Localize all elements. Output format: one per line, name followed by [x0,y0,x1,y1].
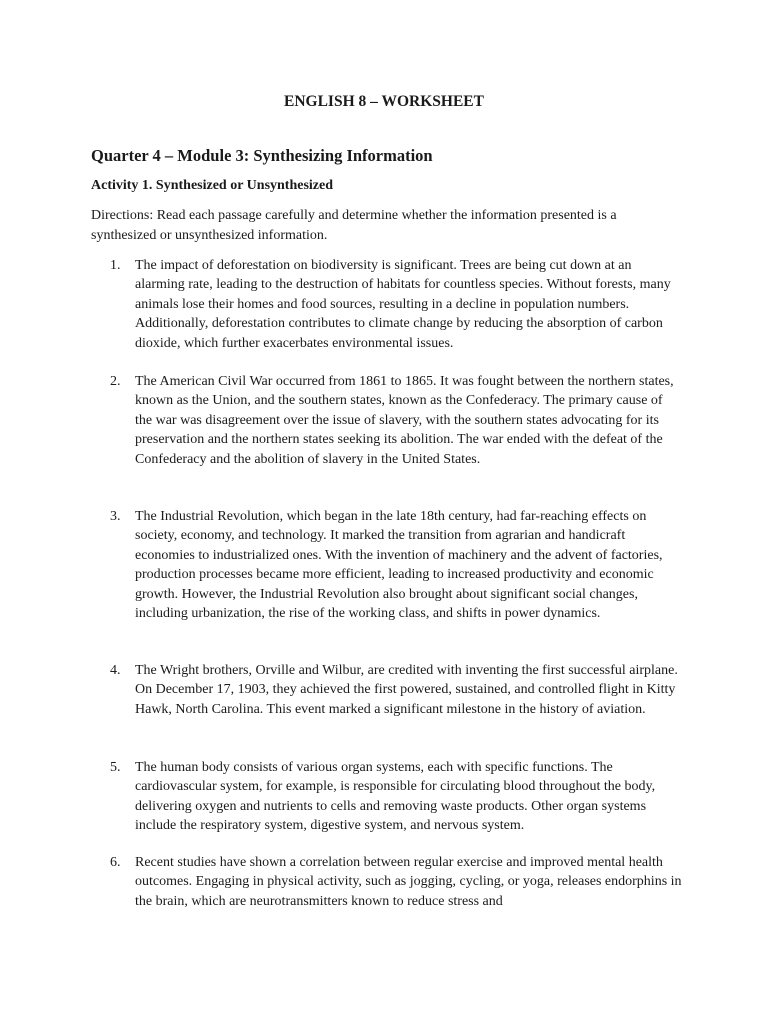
passage-text: The impact of deforestation on biodiversity is significant. Trees are being cut down at an alarming rate, leading to the destruction of habitats for countless species. Without forests, many animals lose their homes and food sources, resulting in a decline in population numbers. Additionally, deforestation contributes to climate change by reducing the absorption of carbon dioxide, which further exacerbates environmental issues. [135,258,671,351]
document-title: ENGLISH 8 – WORKSHEET [284,93,484,110]
passage-text: The Wright brothers, Orville and Wilbur, are credited with inventing the first successful airplane. On December 17, 1903, they achieved the first powered, sustained, and controlled flight in Kitty Hawk, North Carolina. This event marked a significant milestone in the history of aviation. [135,663,678,717]
directions-text: Directions: Read each passage carefully and determine whether the information presented is a synthesized or unsynthesized information. [91,208,617,243]
passage-text: The American Civil War occurred from 1861 to 1865. It was fought between the northern states, known as the Union, and the southern states, known as the Confederacy. The primary cause of the war was disagreement over the issue of slavery, with the southern states advocating for its preservation and the northern states seeking its abolition. The war ended with the defeat of the Confederacy and the abolition of slavery in the United States. [135,374,674,467]
activity-title: Activity 1. Synthesized or Unsynthesized [91,178,334,193]
passage-number: 1. [110,258,121,273]
passage-item [110,507,682,623]
passage-text: Recent studies have shown a correlation between regular exercise and improved mental health outcomes. Engaging in physical activity, such as jogging, cycling, or yoga, releases endorphins in the brain, which are neurotransmitters known to reduce stress and [135,855,682,909]
passage-text: The Industrial Revolution, which began in the late 18th century, had far-reaching effects on society, economy, and technology. It marked the transition from agrarian and handicraft economies to industrialized ones. With the invention of machinery and the advent of factories, production processes became more efficient, leading to increased productivity and economic growth. However, the Industrial Revolution also brought about significant social changes, including urbanization, the rise of the working class, and shifts in power dynamics. [135,509,663,622]
passage-number: 4. [110,663,121,678]
passage-number: 2. [110,374,121,389]
module-title: Quarter 4 – Module 3: Synthesizing Information [91,146,433,165]
passage-number: 6. [110,855,121,870]
passage-item [110,758,682,836]
passage-item [110,661,682,719]
passage-item [110,256,682,353]
passage-text: The human body consists of various organ systems, each with specific functions. The cardiovascular system, for example, is responsible for circulating blood throughout the body, delivering oxygen and nutrients to cells and removing waste products. Other organ systems include the respiratory system, digestive system, and nervous system. [135,760,656,834]
passage-number: 5. [110,760,121,775]
passage-item [110,853,682,911]
passage-number: 3. [110,509,121,524]
passage-item [110,372,682,469]
